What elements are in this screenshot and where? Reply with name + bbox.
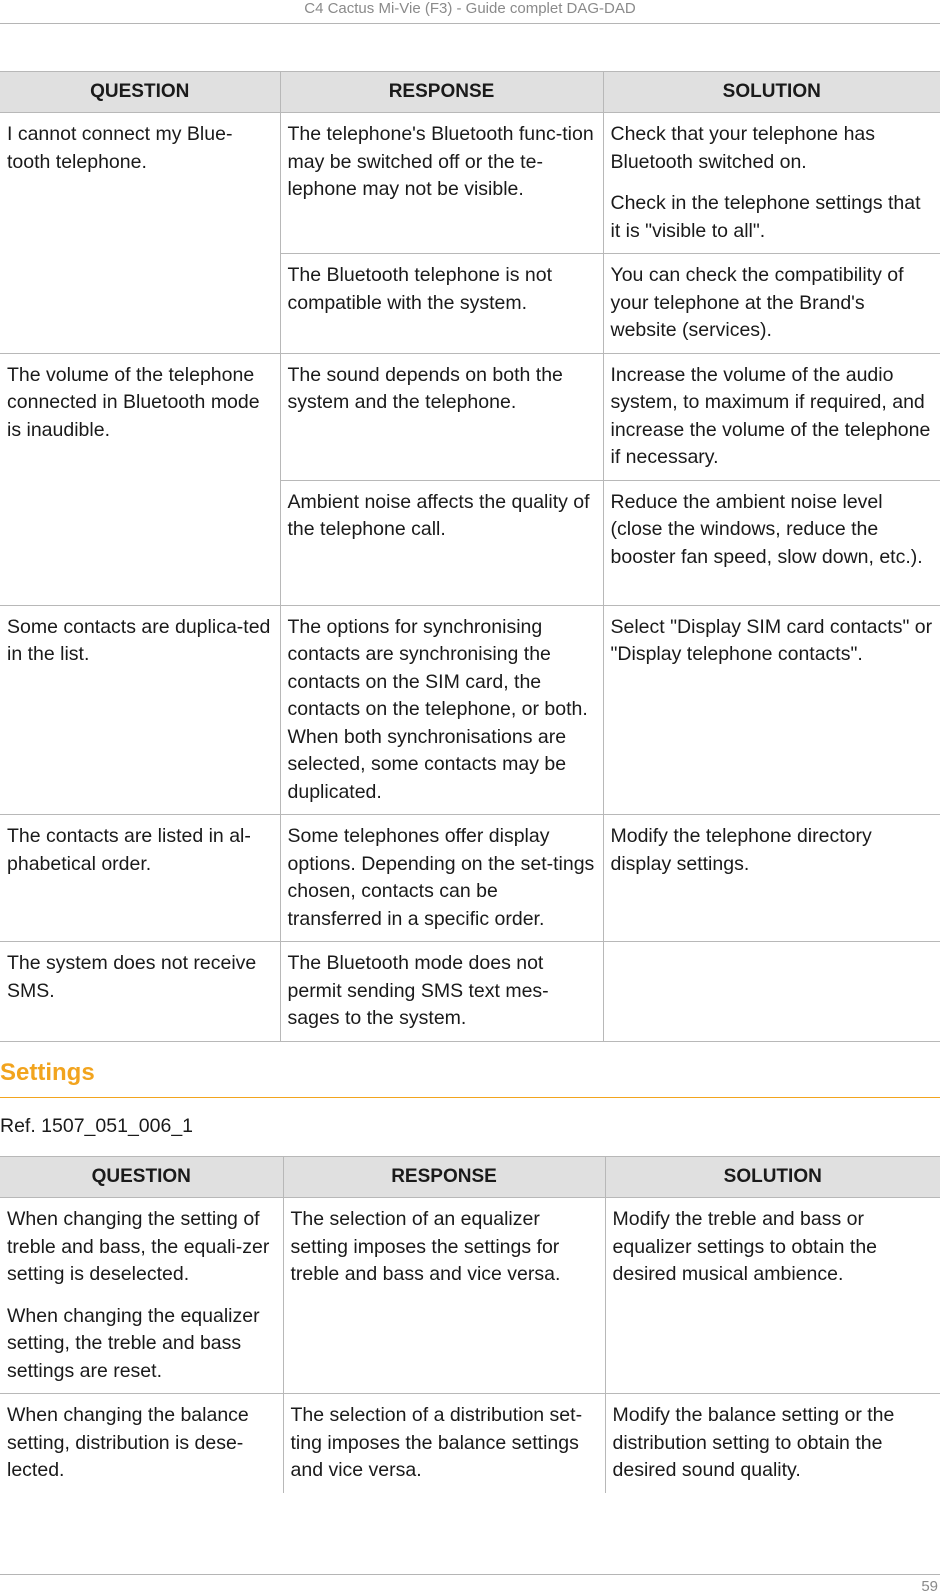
question-cell: The volume of the telephone connected in Bluetooth mode is inaudible. bbox=[0, 353, 280, 605]
table-row bbox=[0, 113, 940, 254]
solution-cell: Reduce the ambient noise level (close the windows, reduce the booster fan speed, slow down, etc.). bbox=[603, 480, 940, 605]
response-cell: The selection of a distribution set-ting imposes the balance settings and vice versa. bbox=[283, 1394, 605, 1493]
solution-cell bbox=[603, 942, 940, 1042]
question-text: When changing the setting of treble and bass, the equali-zer setting is deselected. bbox=[7, 1208, 270, 1285]
settings-troubleshooting-table bbox=[0, 1156, 940, 1493]
column-header-question: QUESTION bbox=[0, 1157, 283, 1198]
table-row bbox=[0, 1394, 940, 1493]
solution-cell bbox=[603, 113, 940, 254]
response-cell: Ambient noise affects the quality of the telephone call. bbox=[280, 480, 603, 605]
solution-cell: Modify the balance setting or the distribution setting to obtain the desired sound quality. bbox=[605, 1394, 940, 1493]
column-header-response: RESPONSE bbox=[280, 72, 603, 113]
solution-cell: Modify the treble and bass or equalizer settings to obtain the desired musical ambience. bbox=[605, 1198, 940, 1394]
running-header bbox=[0, 0, 940, 24]
running-footer bbox=[0, 1574, 940, 1594]
column-header-response: RESPONSE bbox=[283, 1157, 605, 1198]
bluetooth-telephone-troubleshooting-table bbox=[0, 71, 940, 1042]
table-header-row bbox=[0, 72, 940, 113]
question-cell: I cannot connect my Blue-tooth telephone. bbox=[0, 113, 280, 354]
question-cell: When changing the balance setting, distribution is dese-lected. bbox=[0, 1394, 283, 1493]
response-cell: The Bluetooth telephone is not compatible with the system. bbox=[280, 254, 603, 354]
question-text: When changing the equalizer setting, the treble and bass settings are reset. bbox=[7, 1304, 260, 1382]
table-row bbox=[0, 1198, 940, 1394]
response-cell: Some telephones offer display options. Depending on the set-tings chosen, contacts can be transferred in a specific order. bbox=[280, 815, 603, 942]
question-cell: The system does not receive SMS. bbox=[0, 942, 280, 1042]
page-number: 59 bbox=[921, 1578, 938, 1595]
column-header-solution: SOLUTION bbox=[603, 72, 940, 113]
question-cell: Some contacts are duplica-ted in the list. bbox=[0, 605, 280, 815]
solution-cell: Increase the volume of the audio system, to maximum if required, and increase the volume of the telephone if necessary. bbox=[603, 353, 940, 480]
column-header-question: QUESTION bbox=[0, 72, 280, 113]
document-title: C4 Cactus Mi-Vie (F3) - Guide complet DAG-DAD bbox=[304, 0, 636, 17]
response-cell: The telephone's Bluetooth func-tion may be switched off or the te-lephone may not be visible. bbox=[280, 113, 603, 254]
solution-text: Check that your telephone has Bluetooth switched on. bbox=[610, 123, 876, 173]
table-row bbox=[0, 605, 940, 815]
table-row bbox=[0, 353, 940, 480]
response-cell: The sound depends on both the system and the telephone. bbox=[280, 353, 603, 480]
response-cell: The options for synchronising contacts are synchronising the contacts on the SIM card, the contacts on the telephone, or both. When both synchronisations are selected, some contacts may be duplicated. bbox=[280, 605, 603, 815]
solution-text: Check in the telephone settings that it is "visible to all". bbox=[610, 192, 921, 242]
reference-number: Ref. 1507_051_006_1 bbox=[0, 1115, 194, 1137]
section-heading-settings: Settings bbox=[0, 1060, 940, 1098]
solution-cell: Select "Display SIM card contacts" or "Display telephone contacts". bbox=[603, 605, 940, 815]
question-cell: The contacts are listed in al-phabetical order. bbox=[0, 815, 280, 942]
table-row bbox=[0, 815, 940, 942]
table-row bbox=[0, 942, 940, 1042]
table-header-row bbox=[0, 1157, 940, 1198]
question-cell bbox=[0, 1198, 283, 1394]
solution-cell: Modify the telephone directory display settings. bbox=[603, 815, 940, 942]
column-header-solution: SOLUTION bbox=[605, 1157, 940, 1198]
response-cell: The Bluetooth mode does not permit sending SMS text mes-sages to the system. bbox=[280, 942, 603, 1042]
response-cell: The selection of an equalizer setting imposes the settings for treble and bass and vice versa. bbox=[283, 1198, 605, 1394]
solution-cell: You can check the compatibility of your telephone at the Brand's website (services). bbox=[603, 254, 940, 354]
